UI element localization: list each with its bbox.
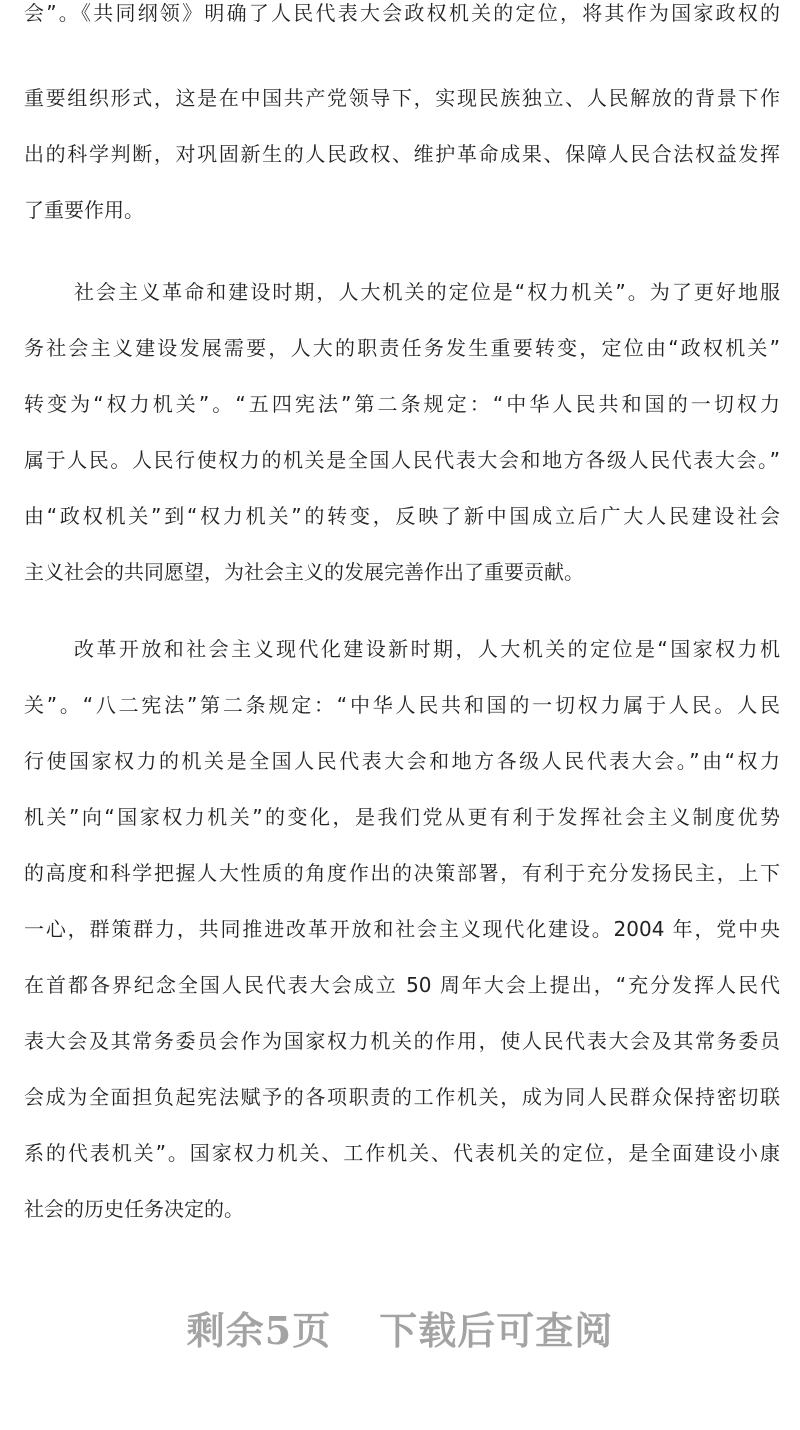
- paragraph: [24, 621, 780, 1237]
- text-line: 会”。《共同纲领》明确了人民代表大会政权机关的定位，将其作为国家政权的: [24, 1, 780, 25]
- download-to-view-label[interactable]: 下载后可查阅: [379, 1308, 614, 1353]
- paragraph: [24, 264, 780, 600]
- text-line: 社会主义革命和建设时期，人大机关的定位是“权力机关”。为了更好地服: [74, 280, 780, 304]
- text-line: 在首都各界纪念全国人民代表大会成立 50 周年大会上提出，“充分发挥人民代: [24, 973, 780, 997]
- text-line: 主义社会的共同愿望，为社会主义的发展完善作出了重要贡献。: [24, 560, 584, 584]
- text-line: 重要组织形式，这是在中国共产党领导下，实现民族独立、人民解放的背景下作: [24, 86, 780, 110]
- text-line: 社会的历史任务决定的。: [24, 1197, 244, 1221]
- text-line: 关”。“八二宪法”第二条规定：“中华人民共和国的一切权力属于人民。人民: [24, 693, 780, 717]
- text-line: 属于人民。人民行使权力的机关是全国人民代表大会和地方各级人民代表大会。”: [24, 448, 780, 472]
- download-prompt[interactable]: [0, 1300, 800, 1355]
- document-body: [24, 0, 780, 1237]
- text-line: 会成为全面担负起宪法赋予的各项职责的工作机关，成为同人民群众保持密切联: [24, 1085, 780, 1109]
- paragraph: [24, 0, 780, 238]
- text-line: 系的代表机关”。国家权力机关、工作机关、代表机关的定位，是全面建设小康: [24, 1141, 780, 1165]
- remaining-pages-label: 剩余5页: [186, 1308, 332, 1353]
- text-line: 机关”向“国家权力机关”的变化，是我们党从更有利于发挥社会主义制度优势: [24, 805, 780, 829]
- text-line: 出的科学判断，对巩固新生的人民政权、维护革命成果、保障人民合法权益发挥: [24, 142, 780, 166]
- text-line: 表大会及其常务委员会作为国家权力机关的作用，使人民代表大会及其常务委员: [24, 1029, 780, 1053]
- text-line: 由“政权机关”到“权力机关”的转变，反映了新中国成立后广大人民建设社会: [24, 504, 780, 528]
- text-line: 改革开放和社会主义现代化建设新时期，人大机关的定位是“国家权力机: [74, 637, 780, 661]
- text-line: 务社会主义建设发展需要，人大的职责任务发生重要转变，定位由“政权机关”: [24, 336, 780, 360]
- text-line: 行使国家权力的机关是全国人民代表大会和地方各级人民代表大会。”由“权力: [24, 749, 780, 773]
- text-line: 一心，群策群力，共同推进改革开放和社会主义现代化建设。2004 年，党中央: [24, 917, 780, 941]
- text-line: 的高度和科学把握人大性质的角度作出的决策部署，有利于充分发扬民主，上下: [24, 861, 780, 885]
- text-line: 转变为“权力机关”。“五四宪法”第二条规定：“中华人民共和国的一切权力: [24, 392, 780, 416]
- text-line: 了重要作用。: [24, 198, 144, 222]
